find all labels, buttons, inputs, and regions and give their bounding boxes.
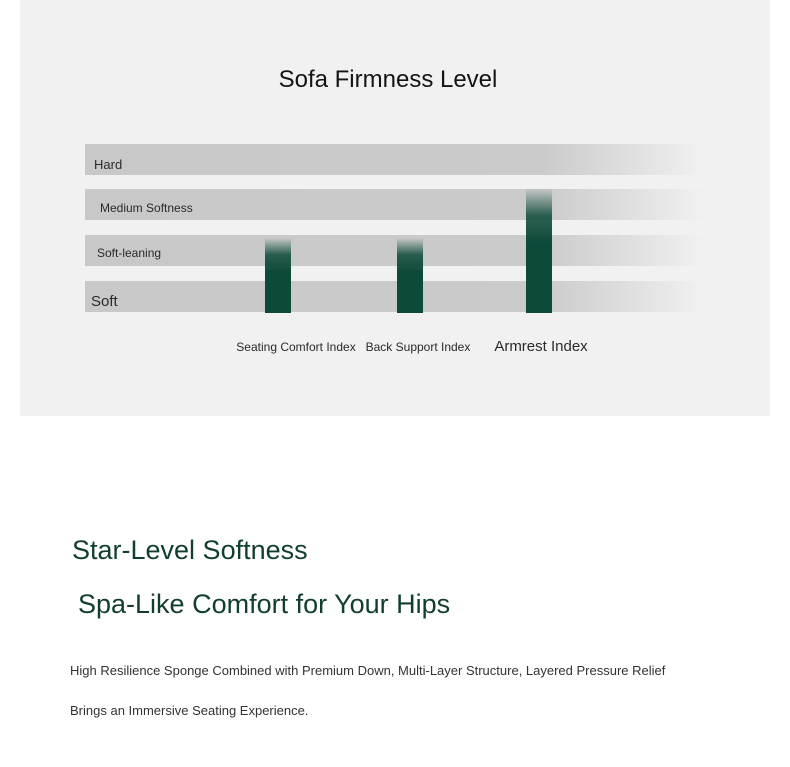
category-label-seating-comfort-index: Seating Comfort Index <box>236 340 356 354</box>
bar-seating-comfort-index <box>265 238 291 313</box>
bar-armrest-index <box>526 188 552 313</box>
level-label-medium-softness: Medium Softness <box>100 201 193 215</box>
bar-back-support-index <box>397 238 423 313</box>
headline-line-1: Star-Level Softness <box>72 535 308 565</box>
headline-line-2: Spa-Like Comfort for Your Hips <box>78 589 451 619</box>
description-line-1: High Resilience Sponge Combined with Premium Down, Multi-Layer Structure, Layered Pressure Relief <box>70 663 666 678</box>
chart-title: Sofa Firmness Level <box>278 66 498 93</box>
level-label-soft-leaning: Soft-leaning <box>97 246 162 260</box>
level-label-hard: Hard <box>94 157 123 172</box>
level-label-soft: Soft <box>91 293 118 310</box>
level-track-hard <box>85 144 705 175</box>
level-track-soft <box>85 281 705 312</box>
description-line-2: Brings an Immersive Seating Experience. <box>70 703 309 718</box>
category-label-back-support-index: Back Support Index <box>365 340 471 354</box>
category-label-armrest-index: Armrest Index <box>494 338 588 355</box>
level-track-soft-leaning <box>85 235 705 266</box>
